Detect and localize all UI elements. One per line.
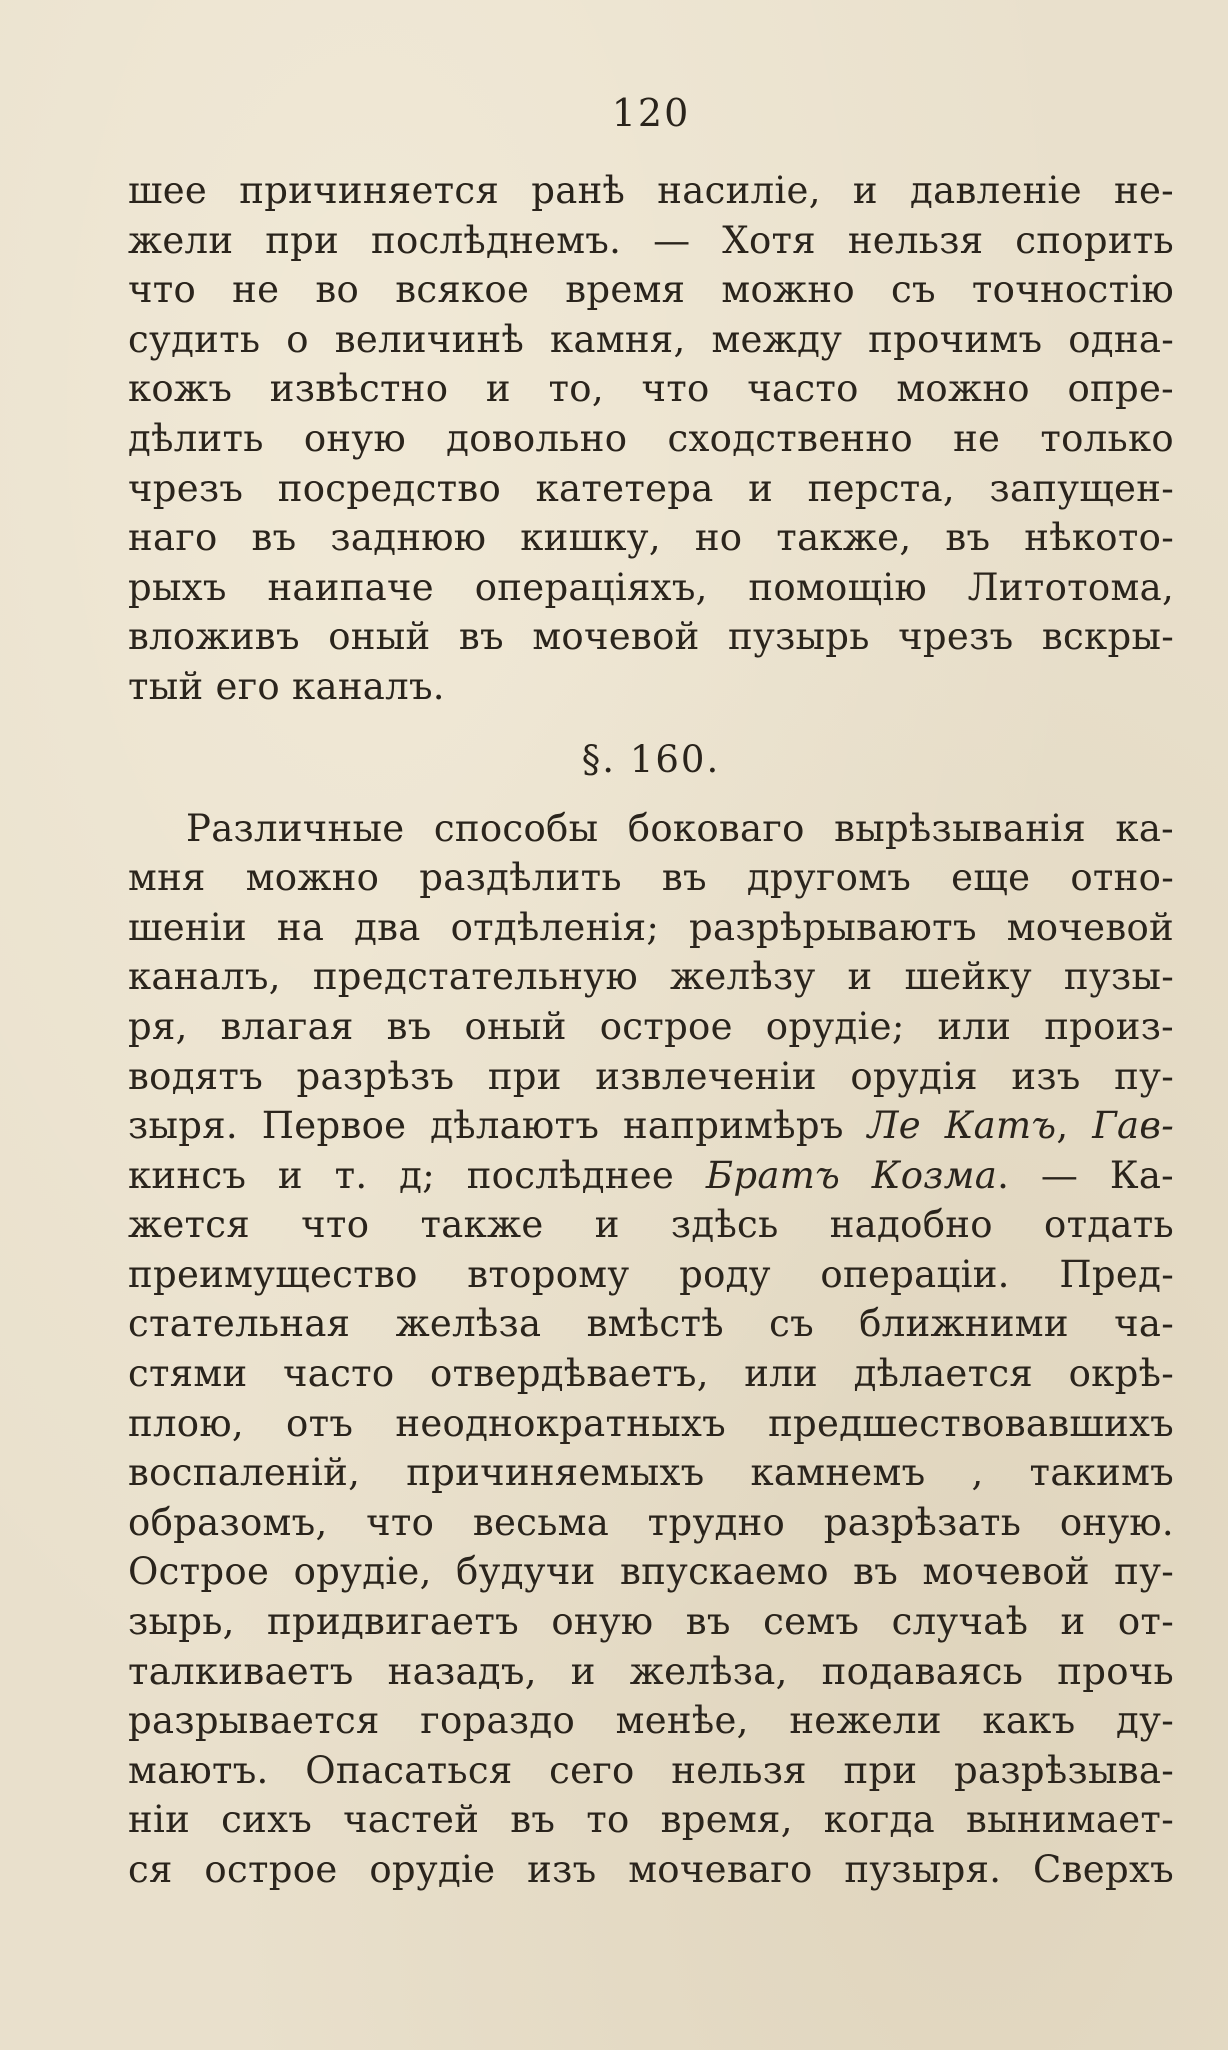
book-page xyxy=(128,80,1174,2040)
author-name: Ле Катъ xyxy=(867,1104,1057,1148)
text-line: водятъ разрѣзъ при извлеченіи орудія изъ пу- xyxy=(128,1054,1174,1098)
paragraph-1 xyxy=(128,166,1174,712)
text-line: чрезъ посредство катетера и перста, запущен- xyxy=(128,466,1174,510)
text-line: воспаленій, причиняемыхъ камнемъ , такимъ xyxy=(128,1451,1174,1495)
text-line-with-names xyxy=(128,1151,1174,1201)
text-line: дѣлить оную довольно сходственно не только xyxy=(128,416,1174,460)
text-line: преимущество второму роду операціи. Пред- xyxy=(128,1252,1174,1296)
text-line: стательная желѣза вмѣстѣ съ ближними ча- xyxy=(128,1302,1174,1346)
text-line: разрывается гораздо менѣе, нежели какъ ду- xyxy=(128,1699,1174,1743)
text-line: судить о величинѣ камня, между прочимъ одна- xyxy=(128,317,1174,361)
author-name: Гав- xyxy=(1092,1104,1174,1148)
text-line: кожъ извѣстно и то, что часто можно опре- xyxy=(128,367,1174,411)
separator: , xyxy=(1056,1104,1069,1148)
text-line: маютъ. Опасаться сего нельзя при разрѣзыва- xyxy=(128,1748,1174,1792)
text-line-with-names xyxy=(128,1101,1174,1151)
text-line: что не во всякое время можно съ точностію xyxy=(128,268,1174,312)
text-line: талкиваетъ назадъ, и желѣза, подаваясь прочь xyxy=(128,1649,1174,1693)
paragraph-2 xyxy=(128,804,1174,1895)
text-line-part: . — Ка- xyxy=(997,1153,1174,1197)
text-line: вложивъ оный въ мочевой пузырь чрезъ вскры- xyxy=(128,615,1174,659)
text-line: Различные способы боковаго вырѣзыванія ка- xyxy=(186,806,1174,850)
text-line: каналъ, предстательную желѣзу и шейку пузы- xyxy=(128,955,1174,999)
text-line: жется что также и здѣсь надобно отдать xyxy=(128,1203,1174,1247)
text-line: плою, отъ неоднократныхъ предшествовавшихъ xyxy=(128,1401,1174,1445)
text-line: Острое орудіе, будучи впускаемо въ мочевой пу- xyxy=(128,1550,1174,1594)
text-line: жели при послѣднемъ. — Хотя нельзя спорить xyxy=(128,218,1174,262)
text-line: ніи сихъ частей въ то время, когда вынимает- xyxy=(128,1798,1174,1842)
author-name: Братъ Козма xyxy=(705,1153,998,1197)
text-line-part: зыря. Первое дѣлаютъ напримѣръ xyxy=(128,1104,844,1148)
page-number: 120 xyxy=(611,91,691,135)
text-line: шее причиняется ранѣ насиліе, и давленіе не- xyxy=(128,169,1174,212)
text-line-part: кинсъ и т. д; послѣднее xyxy=(128,1153,675,1197)
text-line: тый его каналъ. xyxy=(128,664,445,708)
text-line: рыхъ наипаче операціяхъ, помощію Литотома, xyxy=(128,565,1174,609)
text-line: мня можно раздѣлить въ другомъ еще отно- xyxy=(128,856,1174,900)
text-line: наго въ заднюю кишку, но также, въ нѣкото- xyxy=(128,516,1174,560)
text-line: зырь, придвигаетъ оную въ семъ случаѣ и от- xyxy=(128,1600,1174,1644)
text-line: ся острое орудіе изъ мочеваго пузыря. Сверхъ xyxy=(128,1848,1174,1891)
text-line: ря, влагая въ оный острое орудіе; или произ- xyxy=(128,1004,1174,1048)
text-line: шеніи на два отдѣленія; разрѣрываютъ мочевой xyxy=(128,905,1174,949)
text-line: стями часто отвердѣваетъ, или дѣлается окрѣ- xyxy=(128,1352,1174,1396)
text-line: образомъ, что весьма трудно разрѣзать оную. xyxy=(128,1500,1174,1544)
section-heading: §. 160. xyxy=(581,737,721,781)
